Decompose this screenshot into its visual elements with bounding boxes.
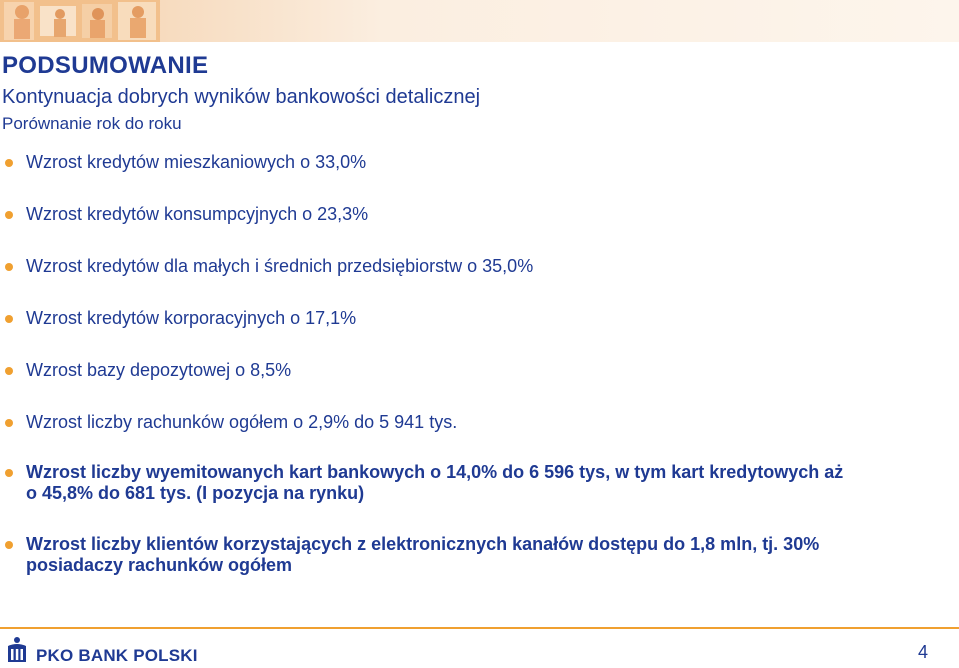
list-item	[26, 256, 926, 277]
bullet-dot-icon	[5, 419, 13, 427]
list-item	[26, 204, 926, 225]
bank-logo-text: PKO BANK POLSKI	[36, 646, 198, 665]
bullet-dot-icon	[5, 263, 13, 271]
page-number: 4	[918, 642, 929, 662]
list-item	[26, 462, 856, 504]
list-item	[26, 308, 926, 329]
page-title: PODSUMOWANIE	[2, 52, 209, 79]
bullet-dot-icon	[5, 211, 13, 219]
list-item	[26, 534, 826, 576]
list-item-text: Wzrost liczby rachunków ogółem o 2,9% do 5 941 tys.	[26, 412, 458, 432]
list-item-text: Wzrost bazy depozytowej o 8,5%	[26, 360, 292, 380]
list-item-text: Wzrost liczby wyemitowanych kart bankowych o 14,0% do 6 596 tys, w tym kart kredytowych aż o 45,8% do 681 tys. (I pozycja na rynku)	[26, 462, 844, 503]
list-item	[26, 412, 926, 433]
list-item-text: Wzrost kredytów konsumpcyjnych o 23,3%	[26, 204, 369, 224]
list-item-text: Wzrost kredytów mieszkaniowych o 33,0%	[26, 152, 367, 172]
banner-photo-image	[0, 0, 160, 42]
list-item	[26, 152, 926, 173]
bullet-dot-icon	[5, 159, 13, 167]
pko-bank-logo-icon	[6, 636, 28, 664]
bullet-dot-icon	[5, 469, 13, 477]
list-item	[26, 360, 926, 381]
bullet-dot-icon	[5, 367, 13, 375]
list-item-text: Wzrost liczby klientów korzystających z elektronicznych kanałów dostępu do 1,8 mln, tj. 30% posiadaczy rachunków ogółem	[26, 534, 820, 575]
page-subtitle: Kontynuacja dobrych wyników bankowości detalicznej	[2, 86, 481, 108]
bullet-dot-icon	[5, 541, 13, 549]
footer-divider	[0, 627, 959, 629]
page-subtitle-secondary: Porównanie rok do roku	[2, 114, 182, 133]
top-banner	[0, 0, 959, 42]
bullet-dot-icon	[5, 315, 13, 323]
list-item-text: Wzrost kredytów korporacyjnych o 17,1%	[26, 308, 357, 328]
list-item-text: Wzrost kredytów dla małych i średnich przedsiębiorstw o 35,0%	[26, 256, 534, 276]
